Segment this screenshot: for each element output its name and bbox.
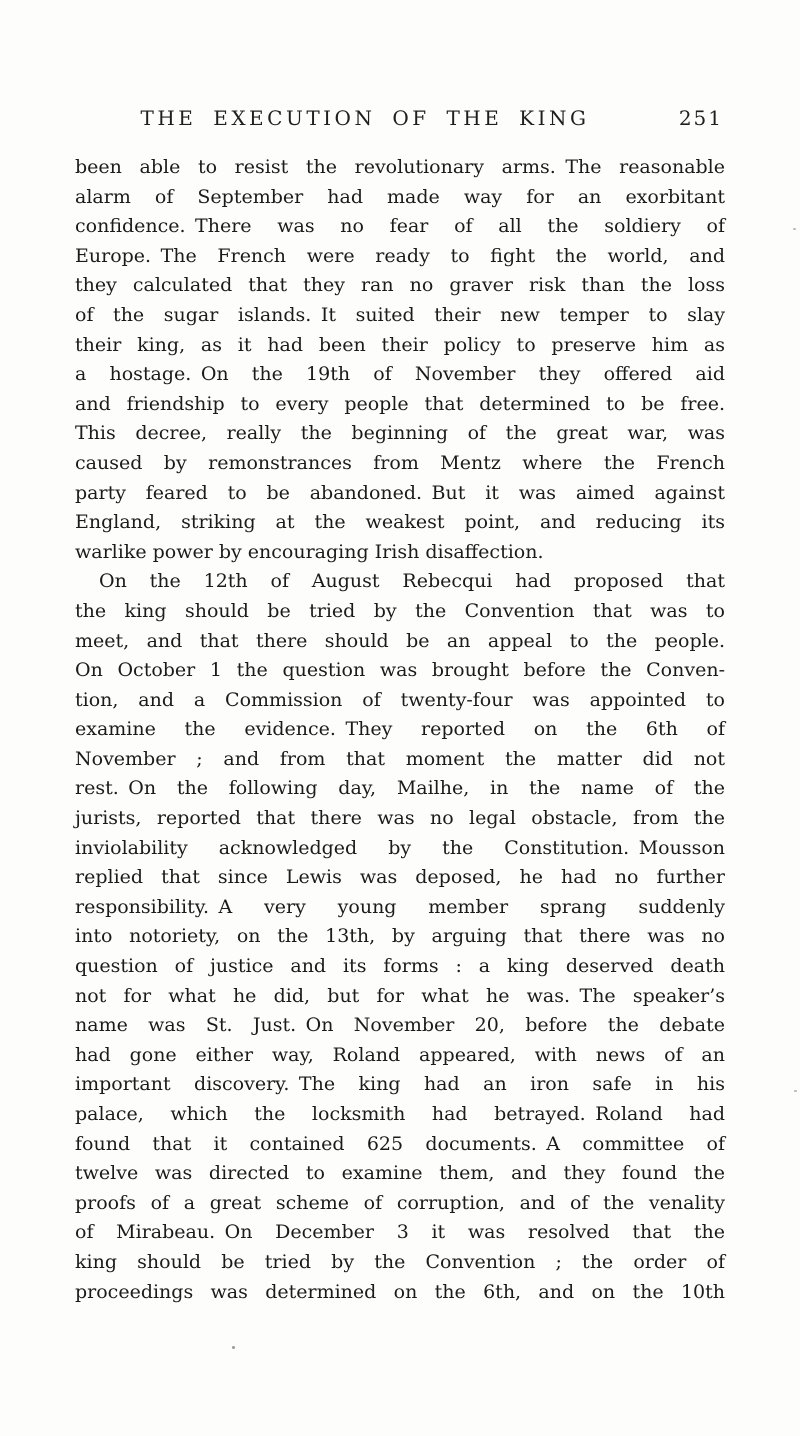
text-line: palace, which the locksmith had betrayed. Roland had: [75, 1103, 725, 1125]
text-line: into notoriety, on the 13th, by arguing that there was no: [75, 925, 725, 948]
text-line: replied that since Lewis was deposed, he had no further: [75, 866, 725, 889]
text-line: proceedings was determined on the 6th, and on the 10th: [75, 1280, 725, 1303]
chapter-title: THE EXECUTION OF THE KING: [140, 106, 590, 130]
text-line: a hostage. On the 19th of November they offered aid: [75, 363, 725, 386]
text-line: name was St. Just. On November 20, before the debate: [75, 1014, 725, 1037]
text-line: the king should be tried by the Convention that was to: [75, 599, 725, 622]
scan-speck: [794, 1090, 797, 1092]
text-line: On October 1 the question was brought before the Conven-: [75, 659, 725, 682]
text-line: alarm of September had made way for an exorbitant: [75, 185, 725, 208]
page-number: 251: [678, 106, 723, 130]
text-line: of the sugar islands. It suited their new temper to slay: [75, 303, 725, 326]
text-line: November ; and from that moment the matter did not: [75, 747, 725, 770]
text-line: This decree, really the beginning of the great war, was: [75, 422, 725, 445]
text-line: had gone either way, Roland appeared, with news of an: [75, 1043, 725, 1066]
text-line: important discovery. The king had an iron safe in his: [75, 1073, 725, 1096]
text-line: question of justice and its forms : a king deserved death: [75, 955, 725, 978]
text-line: responsibility. A very young member sprang suddenly: [75, 895, 725, 918]
text-line: warlike power by encouraging Irish disaffection.: [75, 540, 544, 563]
text-line: inviolability acknowledged by the Constitution. Mousson: [75, 836, 725, 859]
scan-speck: [793, 228, 796, 230]
text-line: their king, as it had been their policy to preserve him as: [75, 333, 725, 356]
scan-speck: [232, 1346, 235, 1349]
text-line: meet, and that there should be an appeal to the people.: [75, 629, 725, 652]
text-line: On the 12th of August Rebecqui had proposed that: [99, 570, 725, 593]
page-text: [75, 153, 725, 1307]
text-line: proofs of a great scheme of corruption, and of the venality: [75, 1191, 725, 1214]
text-line: they calculated that they ran no graver risk than the loss: [75, 274, 725, 297]
text-line: twelve was directed to examine them, and they found the: [75, 1162, 725, 1185]
text-line: tion, and a Commission of twenty-four was appointed to: [75, 688, 725, 711]
text-line: examine the evidence. They reported on the 6th of: [75, 718, 725, 741]
text-line: not for what he did, but for what he was. The speaker’s: [75, 984, 725, 1007]
text-line: of Mirabeau. On December 3 it was resolved that the: [75, 1221, 725, 1244]
text-line: and friendship to every people that determined to be free.: [75, 392, 725, 415]
text-line: Europe. The French were ready to fight the world, and: [75, 244, 725, 267]
text-line: rest. On the following day, Mailhe, in the name of the: [75, 777, 725, 800]
text-line: jurists, reported that there was no legal obstacle, from the: [75, 807, 725, 830]
text-line: found that it contained 625 documents. A committee of: [75, 1132, 725, 1155]
text-line: king should be tried by the Convention ; the order of: [75, 1250, 725, 1273]
text-line: England, striking at the weakest point, and reducing its: [75, 511, 725, 534]
text-line: confidence. There was no fear of all the soldiery of: [75, 215, 725, 238]
running-header: [75, 106, 725, 136]
text-line: caused by remonstrances from Mentz where the French: [75, 451, 725, 474]
text-line: party feared to be abandoned. But it was aimed against: [75, 481, 725, 504]
text-line: been able to resist the revolutionary arms. The reasonable: [75, 156, 725, 178]
